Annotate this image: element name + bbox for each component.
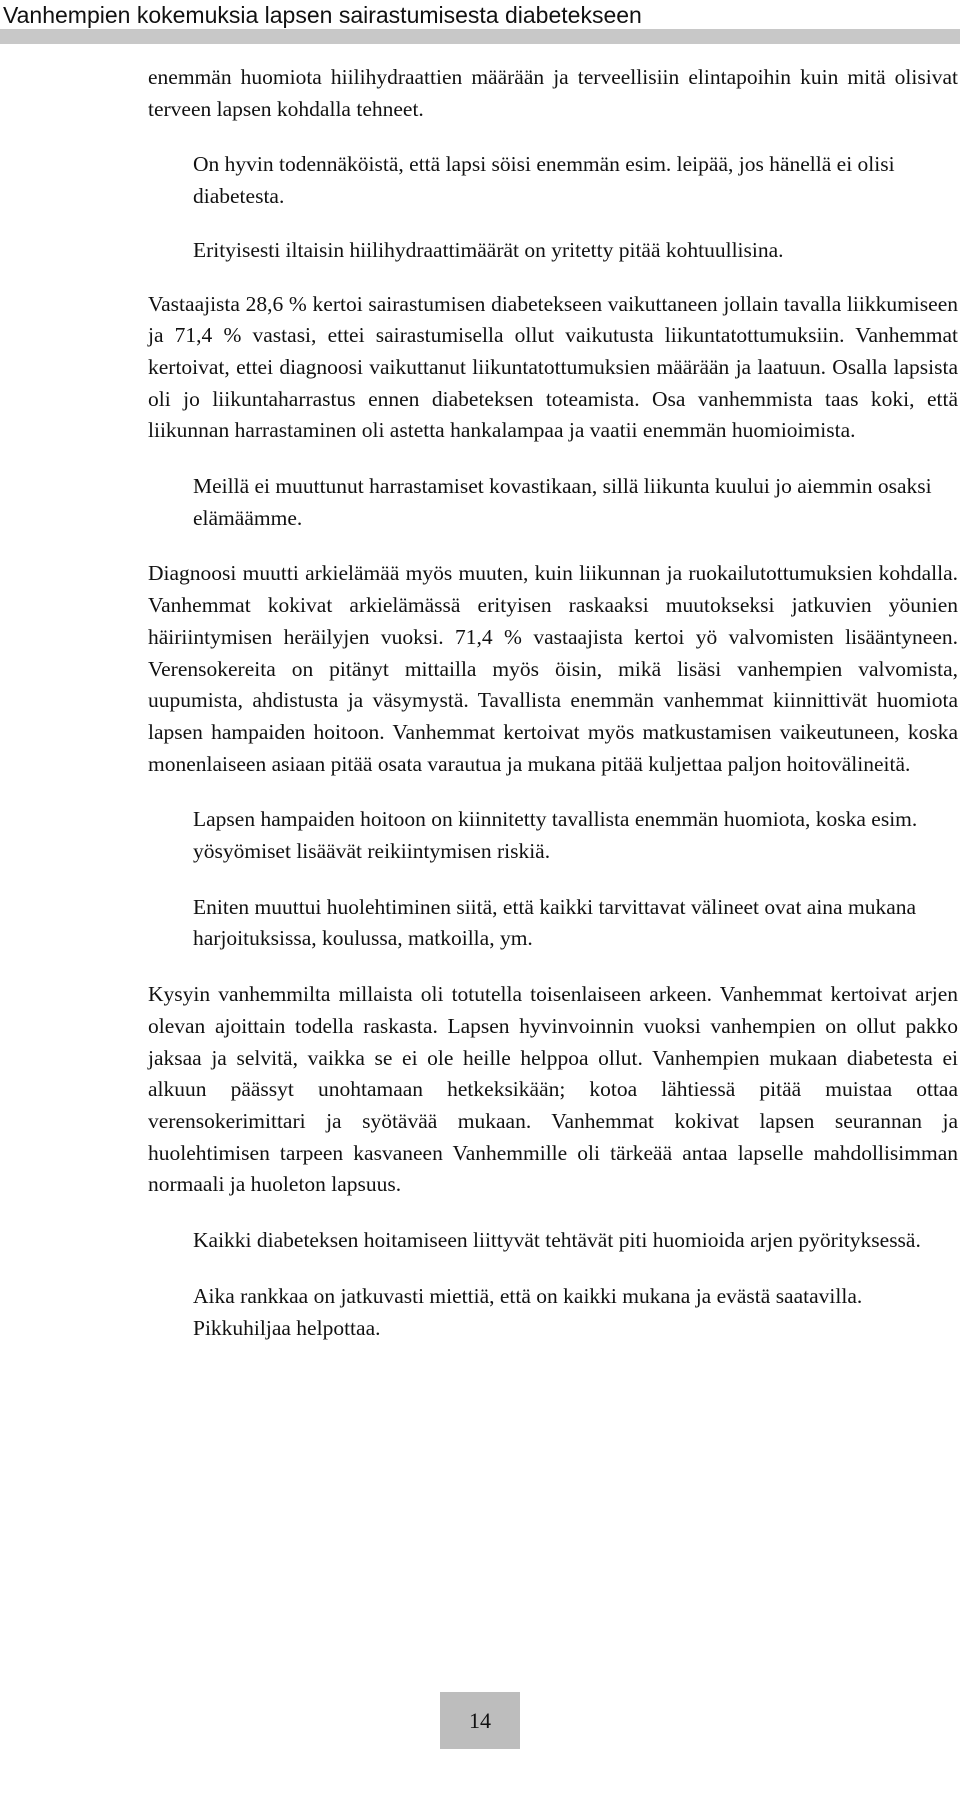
interview-quote: Lapsen hampaiden hoitoon on kiinnitetty tavallista enemmän huomiota, koska esim. yösyömiset lisäävät reikiintymisen riskiä. [193,807,918,864]
page-number: 14 [469,1708,491,1733]
document-title: Vanhempien kokemuksia lapsen sairastumisesta diabetekseen [3,2,642,28]
body-paragraph: Vastaajista 28,6 % kertoi sairastumisen diabetekseen vaikuttaneen jollain tavalla liikkumiseen ja 71,4 % vastasi, ettei sairastumisella ollut vaikutusta liikuntatottumuksiin. Vanhemmat kertoivat, ettei diagnoosi vaikuttanut liikuntatottumuksien määrään ja laatuun. Osalla lapsista oli jo liikuntaharrastus ennen diabeteksen toteamista. Osa vanhemmista taas koki, että liikunnan harrastaminen oli astetta hankalampaa ja vaatii enemmän huomioimista. [148,291,958,443]
interview-quote: Erityisesti iltaisin hiilihydraattimäärät on yritetty pitää kohtuullisina. [193,237,784,262]
page-number-box [440,1692,520,1749]
interview-quote: Meillä ei muuttunut harrastamiset kovastikaan, sillä liikunta kuului jo aiemmin osaksi elämäämme. [193,474,932,530]
interview-quote: Eniten muuttui huolehtiminen siitä, että kaikki tarvittavat välineet ovat aina mukana harjoituksissa, koulussa, matkoilla, ym. [193,894,917,951]
interview-quote: Kaikki diabeteksen hoitamiseen liittyvät tehtävät piti huomioida arjen pyörityksessä. [193,1228,921,1253]
page-content [148,62,958,1344]
interview-quote: On hyvin todennäköistä, että lapsi söisi enemmän esim. leipää, jos hänellä ei olisi diabetesta. [193,152,895,209]
header-rule [0,29,960,44]
body-paragraph: enemmän huomiota hiilihydraattien määrään ja terveellisiin elintapoihin kuin mitä olisivat terveen lapsen kohdalla tehneet. [148,65,958,121]
running-header [0,0,960,46]
body-paragraph: Kysyin vanhemmilta millaista oli totutella toisenlaiseen arkeen. Vanhemmat kertoivat arjen olevan ajoittain todella raskasta. Lapsen hyvinvoinnin vuoksi vanhempien on ollut pakko jaksaa ja selvitä, vaikka se ei ole heille helppoa ollut. Vanhempien mukaan diabetesta ei alkuun päässyt unohtamaan hetkeksikään; kotoa lähtiessä pitää muistaa ottaa verensokerimittari ja syötävää mukaan. Vanhemmat kokivat lapsen seurannan ja huolehtimisen tarpeen kasvaneen Vanhemmille oli tärkeää antaa lapselle mahdollisimman normaali ja huoleton lapsuus. [148,982,958,1197]
interview-quote: Aika rankkaa on jatkuvasti miettiä, että on kaikki mukana ja evästä saatavilla. Pikkuhiljaa helpottaa. [193,1283,863,1340]
body-paragraph: Diagnoosi muutti arkielämää myös muuten, kuin liikunnan ja ruokailutottumuksien kohdalla. Vanhemmat kokivat arkielämässä erityisen raskaaksi muutokseksi jatkuvien yöunien häiriintymisen heräilyjen vuoksi. 71,4 % vastaajista kertoi yö valvomisten lisääntyneen. Verensokereita on pitänyt mittailla myös öisin, mikä lisäsi vanhempien valvomista, uupumista, ahdistusta ja väsymystä. Tavallista enemmän vanhemmat kiinnittivät huomiota lapsen hampaiden hoitoon. Vanhemmat kertoivat myös matkustamisen vaikeutuneen, koska monenlaiseen asiaan pitää osata varautua ja mukana pitää kuljettaa paljon hoitovälineitä. [148,561,958,776]
